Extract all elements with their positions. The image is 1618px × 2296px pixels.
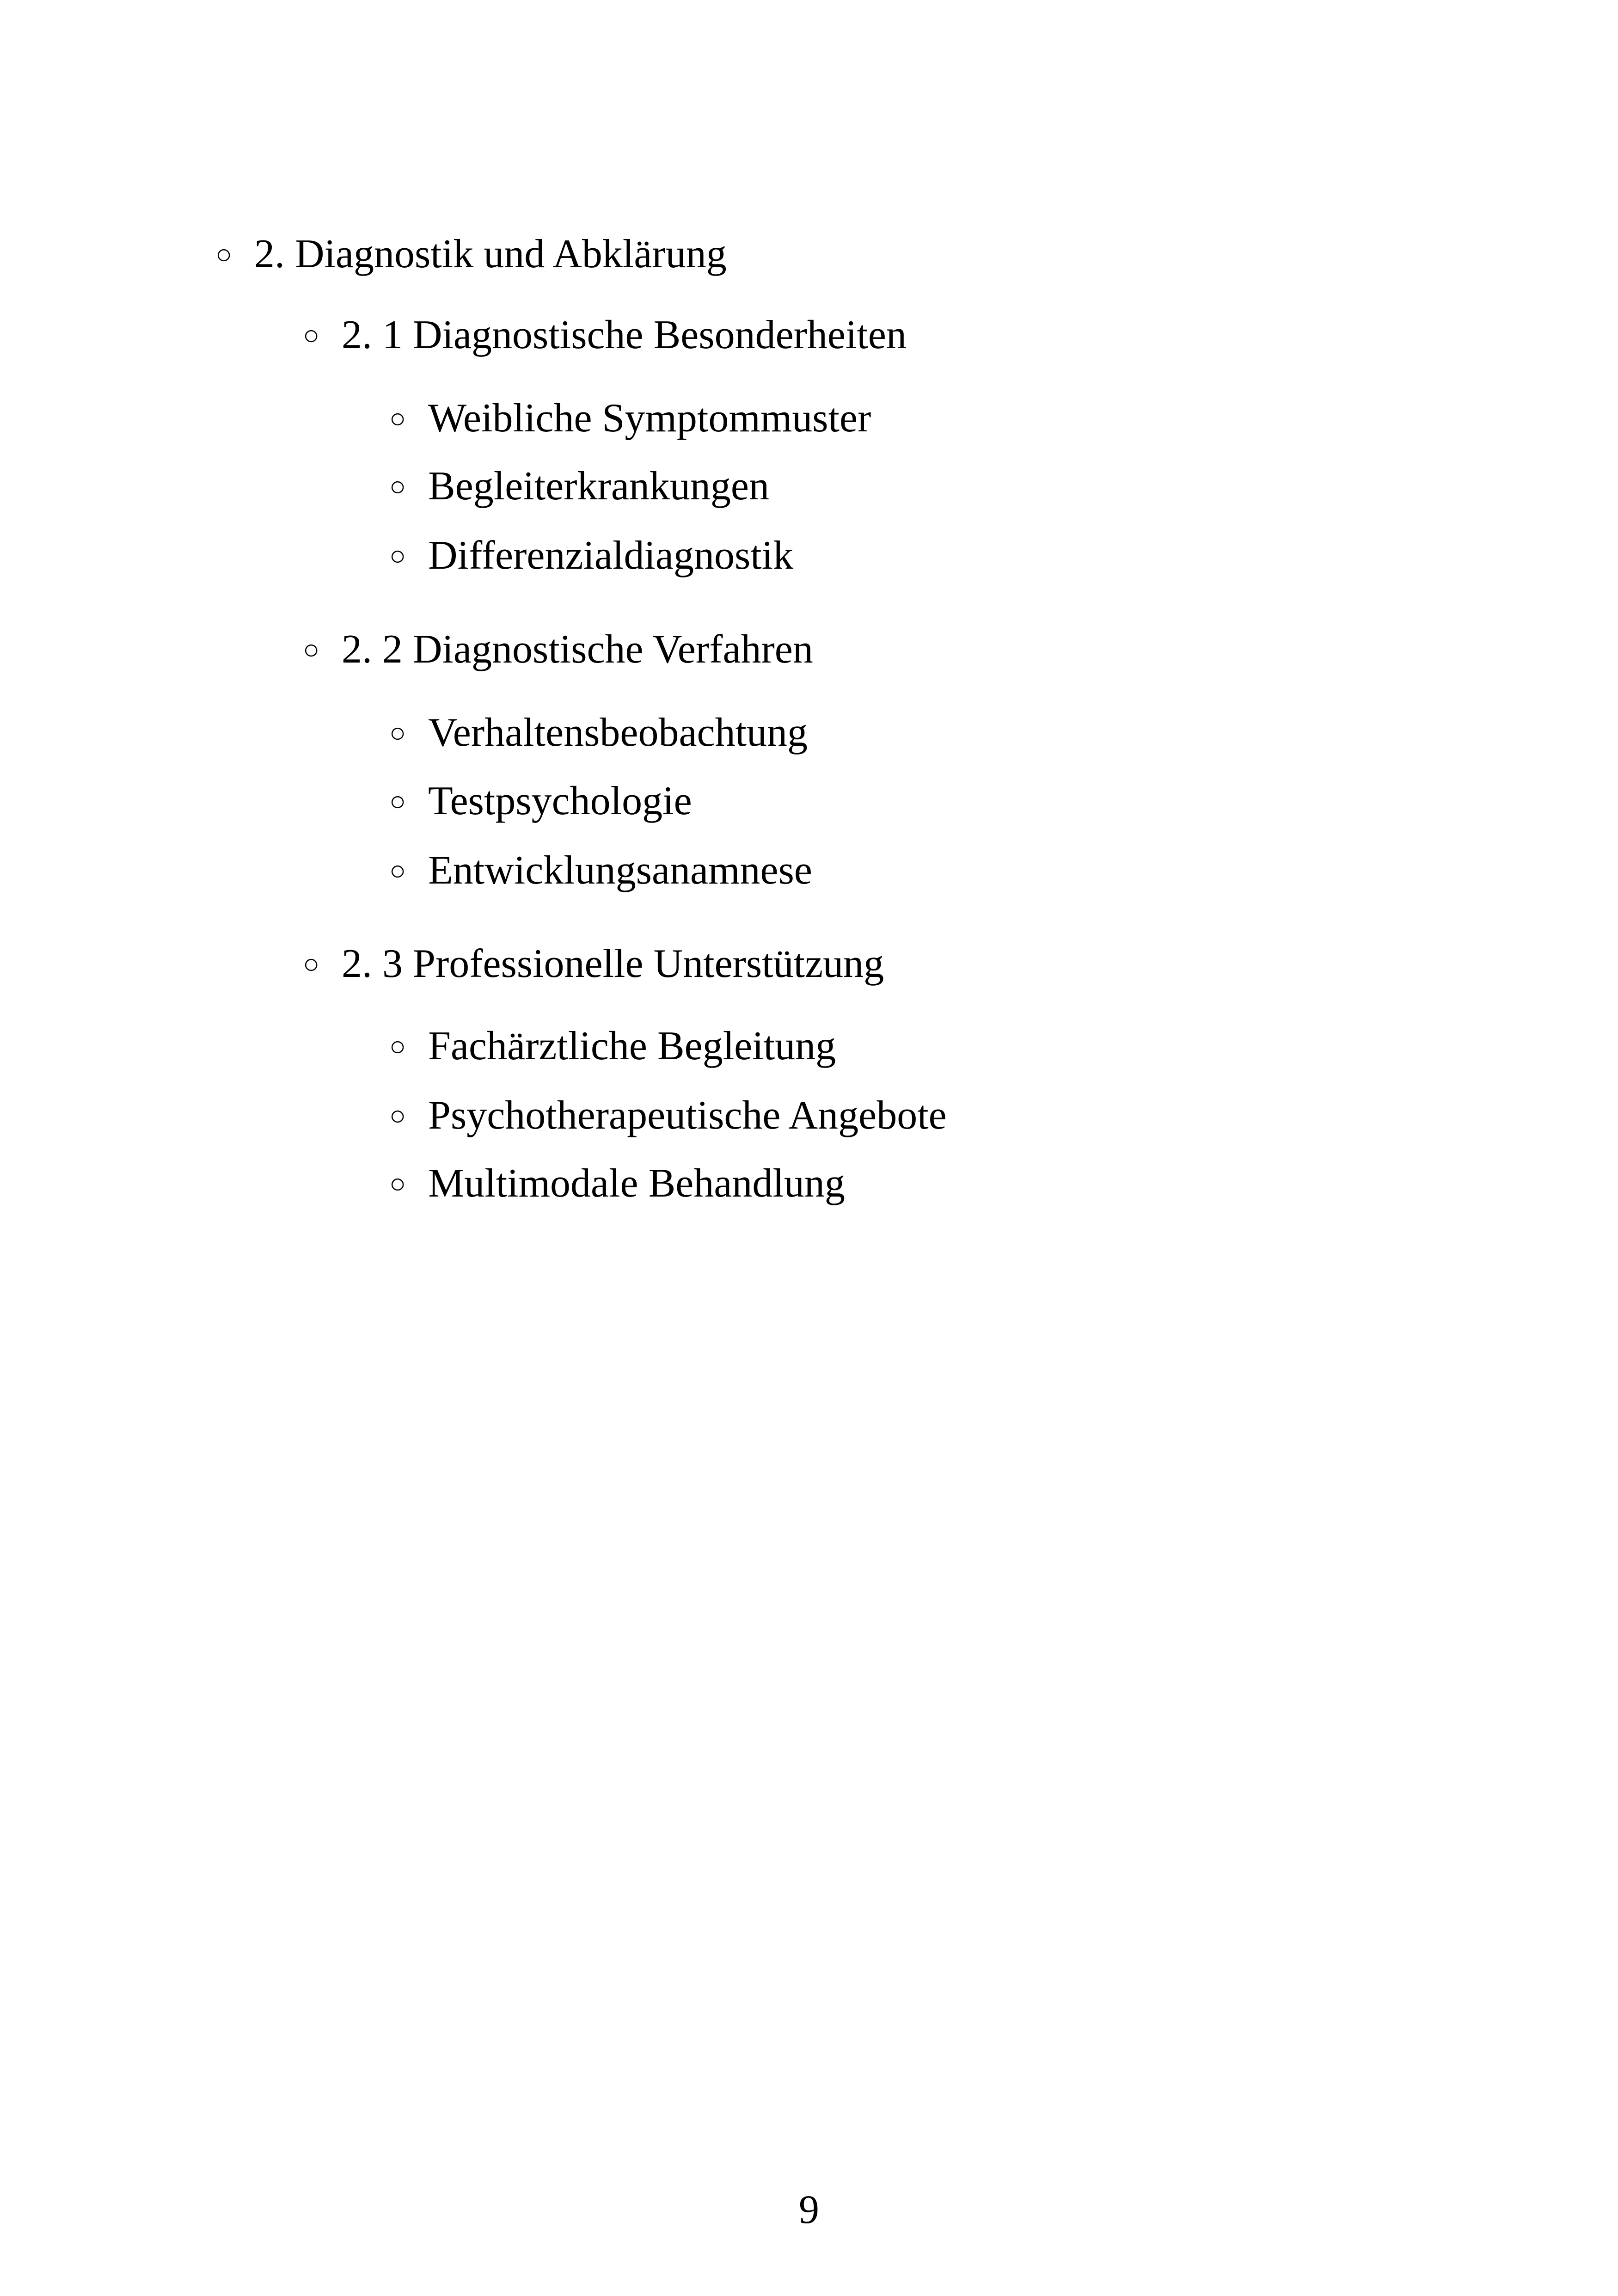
outline-item-label: Testpsychologie <box>428 779 692 823</box>
outline-item-label: Psychotherapeutische Angebote <box>428 1093 947 1138</box>
subsection-title: 2. 1 Diagnostische Besonderheiten <box>342 313 907 357</box>
outline-item-label: Fachärztliche Begleitung <box>428 1024 836 1068</box>
outline-item-label: Verhaltensbeobachtung <box>428 710 808 755</box>
subsection-title: 2. 3 Professionelle Unterstützung <box>342 941 884 986</box>
circle-bullet-icon: ○ <box>389 403 406 434</box>
circle-bullet-icon: ○ <box>389 718 406 748</box>
circle-bullet-icon: ○ <box>389 855 406 886</box>
circle-bullet-icon: ○ <box>389 786 406 816</box>
circle-bullet-icon: ○ <box>389 1168 406 1199</box>
outline-item-label: Multimodale Behandlung <box>428 1161 845 1206</box>
circle-bullet-icon: ○ <box>303 949 320 979</box>
section-title: 2. Diagnostik und Abklärung <box>254 232 727 276</box>
circle-bullet-icon: ○ <box>303 634 320 665</box>
subsection-title: 2. 2 Diagnostische Verfahren <box>342 627 813 672</box>
circle-bullet-icon: ○ <box>389 540 406 571</box>
outline-item-label: Weibliche Symptommuster <box>428 396 871 441</box>
circle-bullet-icon: ○ <box>389 1100 406 1131</box>
circle-bullet-icon: ○ <box>215 239 233 270</box>
circle-bullet-icon: ○ <box>389 471 406 502</box>
outline-item-label: Entwicklungsanamnese <box>428 848 812 893</box>
circle-bullet-icon: ○ <box>303 320 320 350</box>
outline-item-label: Differenzialdiagnostik <box>428 533 794 578</box>
page-number: 9 <box>799 2187 819 2232</box>
outline-item-label: Begleiterkrankungen <box>428 464 769 509</box>
circle-bullet-icon: ○ <box>389 1031 406 1062</box>
